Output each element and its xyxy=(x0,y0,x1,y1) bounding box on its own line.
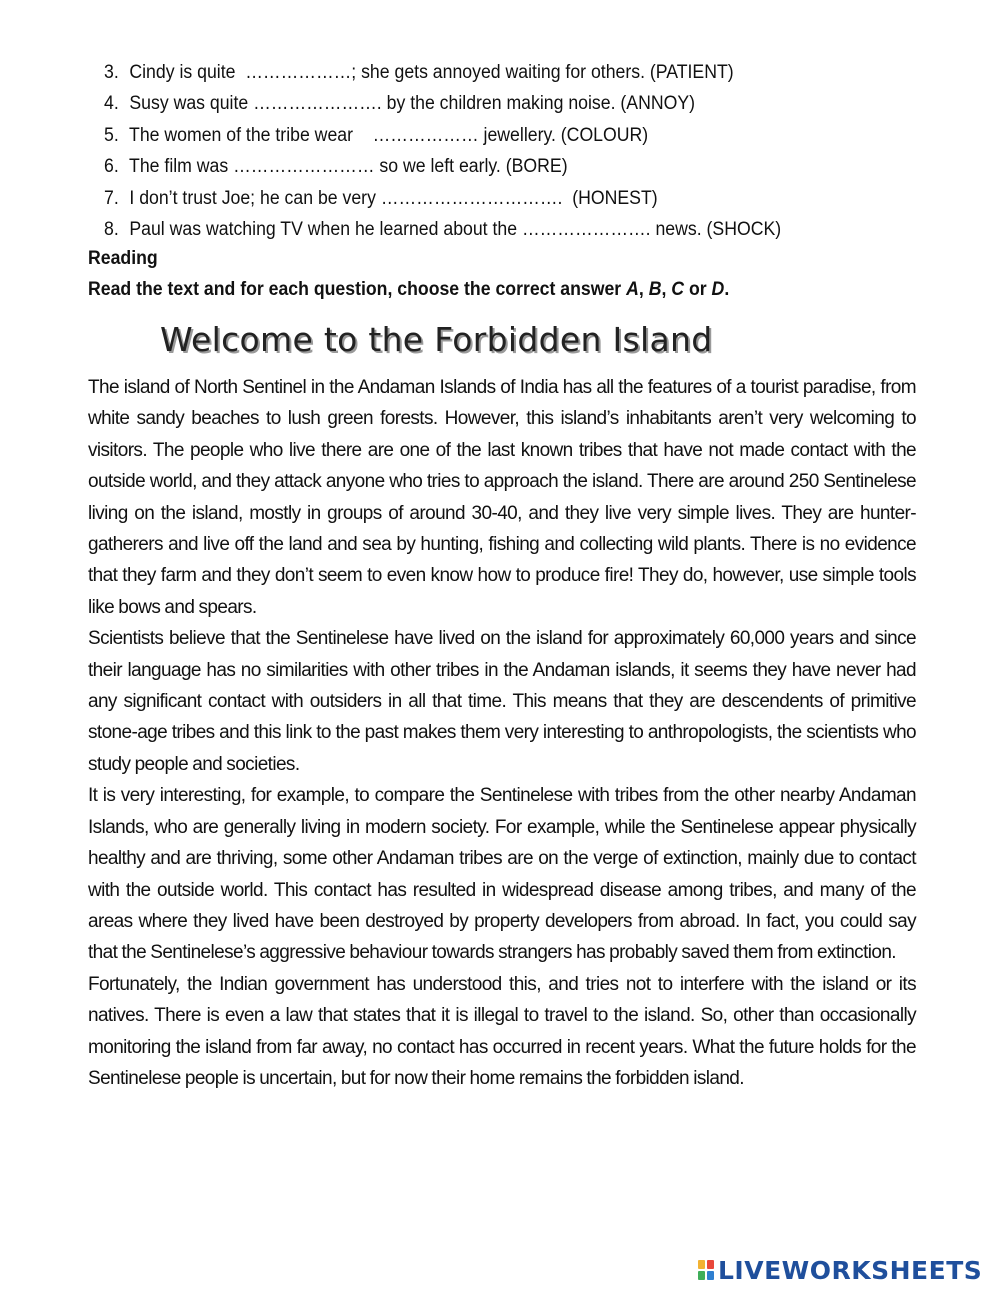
instruction-end: . xyxy=(724,279,730,300)
reading-paragraph: Fortunately, the Indian government has understood this, and tries not to interfere with the island or its natives. There is even a law that states that it is illegal to travel to the island. So, other than occasionally monitoring the island from far away, no contact has occurred in recent years. What the future holds for the Sentinelese people is uncertain, but for now their home remains the forbidden island. xyxy=(88,973,916,1089)
logo-block xyxy=(698,1260,705,1269)
item-text: I don’t trust Joe; he can be very …………………………. (HONEST) xyxy=(129,187,658,209)
item-text: Paul was watching TV when he learned about the …………………. news. (SHOCK) xyxy=(129,218,782,240)
section-heading-reading: Reading xyxy=(88,248,158,269)
item-text: The film was …………………… so we left early. (BORE) xyxy=(129,156,568,178)
item-text: Cindy is quite ………………; she gets annoyed waiting for others. (PATIENT) xyxy=(129,62,734,83)
reading-paragraph: It is very interesting, for example, to compare the Sentinelese with tribes from the other nearby Andaman Islands, who are generally living in modern society. For example, while the Sentinelese appear physically healthy and are thriving, some other Andaman tribes are on the verge of extinction, mainly due to contact with the outside world. This contact has resulted in widespread disease among tribes, and many of the areas where they lived have been destroyed by property developers from abroad. In fact, you could say that the Sentinelese’s aggressive behaviour towards strangers has probably saved them from extinction. xyxy=(88,785,916,964)
option-d: D xyxy=(711,279,725,300)
liveworksheets-logo xyxy=(698,1255,982,1285)
option-a: A xyxy=(626,279,639,300)
reading-instruction xyxy=(88,279,729,301)
item-number: 7. xyxy=(104,187,119,209)
exercise-item xyxy=(104,183,904,214)
item-text: The women of the tribe wear ……………… jewellery. (COLOUR) xyxy=(129,124,649,146)
option-b: B xyxy=(648,279,662,300)
item-number: 5. xyxy=(104,124,119,146)
exercise-item xyxy=(104,151,904,182)
item-text: Susy was quite …………………. by the children making noise. (ANNOY) xyxy=(129,93,696,115)
separator: or xyxy=(684,279,712,300)
option-c: C xyxy=(671,279,685,300)
reading-paragraph: Scientists believe that the Sentinelese have lived on the island for approximately 60,000 years and since their language has no similarities with other tribes in the Andaman islands, it seems they have never had any significant contact with outsiders in all that time. This means that they are descendents of primitive stone-age tribes and this link to the past makes them very interesting to anthropologists, the scientists who study people and societies. xyxy=(88,628,916,775)
item-number: 4. xyxy=(104,93,119,115)
logo-block xyxy=(698,1271,705,1280)
logo-text: LIVEWORKSHEETS xyxy=(718,1255,983,1285)
reading-paragraph: The island of North Sentinel in the Andaman Islands of India has all the features of a tourist paradise, from white sandy beaches to lush green forests. However, this island’s inhabitants aren’t very welcoming to visitors. The people who live there are one of the last known tribes that have not made contact with the outside world, and they attack anyone who tries to approach the island. There are around 250 Sentinelese living on the island, mostly in groups of around 30-40, and they live very simple lives. They are hunter-gatherers and live off the land and sea by hunting, fishing and collecting wild plants. There is no evidence that they farm and they don’t seem to even know how to produce fire! They do, however, use simple tools like bows and spears. xyxy=(88,377,916,618)
exercise-item xyxy=(104,57,904,88)
logo-block xyxy=(707,1260,714,1269)
logo-blocks-icon xyxy=(698,1260,714,1280)
item-number: 6. xyxy=(104,156,119,178)
exercise-item xyxy=(104,88,904,119)
reading-text xyxy=(88,372,916,1094)
reading-title: Welcome to the Forbidden Island xyxy=(160,320,713,359)
item-number: 3. xyxy=(104,62,119,83)
instruction-text: Read the text and for each question, choose the correct answer xyxy=(88,279,627,300)
exercise-item xyxy=(104,214,904,245)
separator: , xyxy=(661,279,672,300)
separator: , xyxy=(638,279,649,300)
exercise-list xyxy=(104,57,964,245)
logo-block xyxy=(707,1271,714,1280)
exercise-item xyxy=(104,120,904,151)
item-number: 8. xyxy=(104,218,119,240)
